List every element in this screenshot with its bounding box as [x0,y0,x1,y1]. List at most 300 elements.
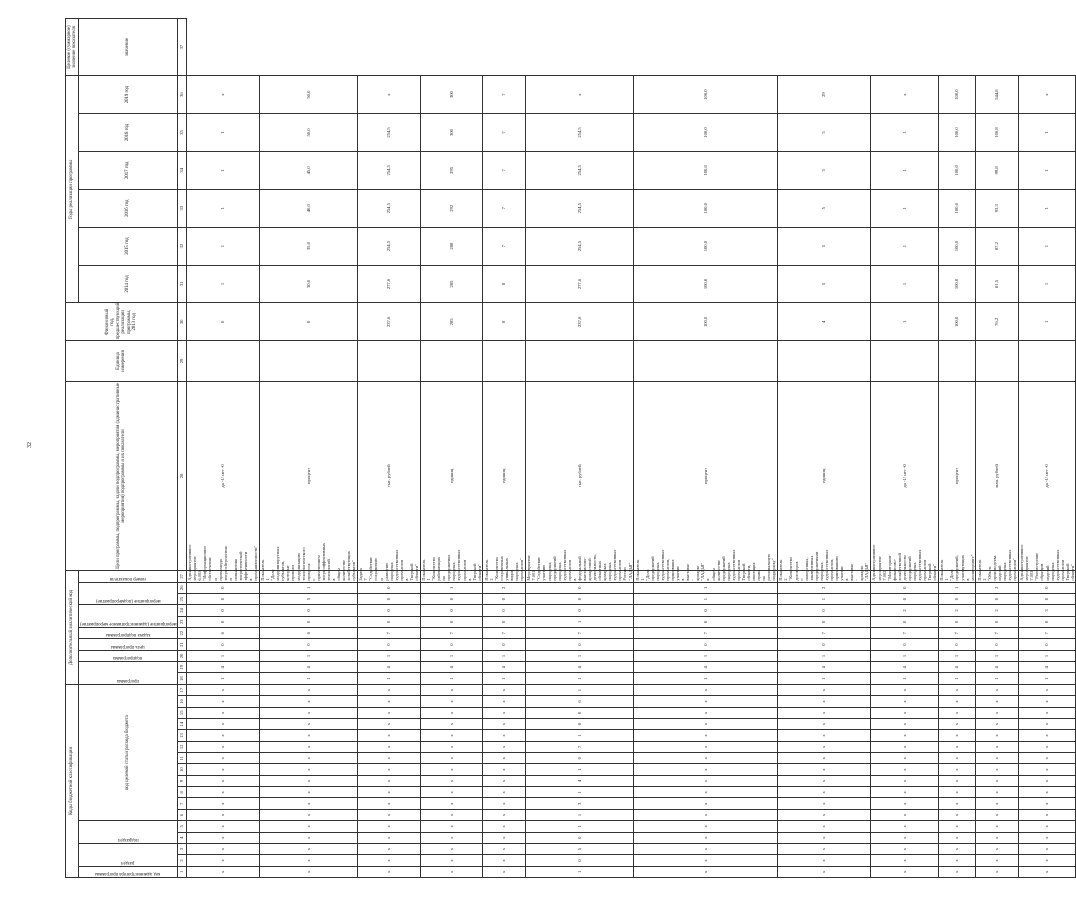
year-value-cell: 5 [777,265,870,303]
target-value-cell: 100,0 [634,76,778,114]
column-number: 36 [177,76,186,114]
fin-year-cell [483,341,526,381]
code-cell: 0 [634,605,778,616]
code-cell: х [259,821,357,832]
header-target-article: код целевой статьи расхода бюджета [79,684,178,820]
code-cell: 1 [777,673,870,684]
year-value-cell: 7 [483,227,526,265]
code-cell: х [634,843,778,854]
code-cell: х [259,764,357,775]
year-value-cell: 100,0 [938,265,975,303]
code-cell: х [1018,684,1076,695]
row-name: Мероприятие 7.001 "Содействие участию народных предприятий народных художественных промыслов в федеральной выставочно-ярмарочной деятельности, областных ярмарках народных художественных промыслов России "ЛАДЬЯ" [526,549,633,581]
code-cell: х [870,843,938,854]
code-cell: х [976,798,1019,809]
row-name: Административное мероприятие 7.002 "Мониторинг финансово-хозяйственной деятельности предприятий народных художественных промыслов Тверской области" [871,544,938,581]
code-cell: х [1018,741,1076,752]
year-value-cell: 1 [1018,189,1076,227]
code-cell: х [186,741,259,752]
code-cell: 1 [483,650,526,661]
code-cell: х [357,866,420,877]
year-value-cell: 1 [186,227,259,265]
code-cell: 1 [1018,673,1076,684]
code-cell: 0 [525,855,633,866]
code-cell: х [938,866,975,877]
program-indicators-table [65,18,1076,878]
code-cell: х [186,787,259,798]
code-cell: х [1018,809,1076,820]
column-number: 2 [177,855,186,866]
column-number: 3 [177,843,186,854]
header-extra-task2: задача подпрограммы [79,628,178,639]
column-number: 6 [177,809,186,820]
code-cell: х [634,684,778,695]
column-number: 23 [177,616,186,627]
year-value-cell: 237,6 [357,303,420,341]
year-value-cell: 254,5 [525,189,633,227]
code-cell: х [777,866,870,877]
code-cell: х [777,730,870,741]
code-cell: 0 [870,593,938,604]
code-cell: 0 [525,639,633,650]
code-cell: х [870,730,938,741]
unit-cell: тыс. рублей [525,381,633,570]
code-cell: 1 [420,673,483,684]
code-cell: х [483,843,526,854]
year-value-cell: 5 [777,189,870,227]
year-value-cell: 35,0 [259,227,357,265]
code-cell: х [1018,730,1076,741]
code-cell: х [976,730,1019,741]
code-cell: х [976,764,1019,775]
code-cell: х [634,798,778,809]
code-cell: 7 [938,628,975,639]
year-value-cell: 93,3 [976,189,1019,227]
header-target-value: значение [79,19,178,76]
year-value-cell: 277,6 [357,265,420,303]
unit-cell: единиц [420,381,483,570]
code-cell: х [186,730,259,741]
code-cell: 0 [357,593,420,604]
code-cell: 0 [186,605,259,616]
code-cell: х [777,741,870,752]
target-value-cell: 29 [777,76,870,114]
code-cell: х [357,775,420,786]
year-value-cell: 254,5 [357,151,420,189]
header-extra-measure: мероприятие (административное мероприятие) [79,605,178,628]
code-cell: х [777,798,870,809]
code-cell: 1 [186,673,259,684]
code-cell: 1 [870,673,938,684]
code-cell: х [186,809,259,820]
code-cell: 4 [525,775,633,786]
code-cell: х [870,821,938,832]
code-cell: 1 [525,809,633,820]
code-cell: х [259,730,357,741]
code-cell: х [976,718,1019,729]
code-cell: х [938,843,975,854]
code-cell: х [420,730,483,741]
code-cell: х [777,832,870,843]
code-cell: х [938,775,975,786]
year-value-cell: 100,0 [938,114,975,152]
column-number: 13 [177,730,186,741]
code-cell: 1 [634,650,778,661]
row-name: Показатель 1 "Доля предприятий, участвующих в мониторинге" [939,554,975,581]
year-value-cell: 5 [777,114,870,152]
code-cell: х [483,787,526,798]
code-cell: х [357,809,420,820]
code-cell: 1 [357,650,420,661]
code-cell: 0 [186,616,259,627]
code-cell: х [483,684,526,695]
code-cell: х [357,753,420,764]
code-cell: х [976,821,1019,832]
code-cell: 0 [525,593,633,604]
code-cell: 1 [525,730,633,741]
code-cell: 4 [777,662,870,673]
code-cell: х [357,707,420,718]
code-cell: х [483,798,526,809]
code-cell: х [976,684,1019,695]
budget-table-sheet [65,18,1075,878]
code-cell: 0 [634,616,778,627]
code-cell: х [483,730,526,741]
fin-year-cell [1018,341,1076,381]
header-2015: 2015 год [79,227,178,265]
code-cell: х [259,798,357,809]
header-section: раздел [79,843,178,866]
code-cell: 4 [634,662,778,673]
code-cell: 5 [259,593,357,604]
code-cell: х [420,832,483,843]
code-cell: 1 [976,650,1019,661]
code-cell: х [976,787,1019,798]
code-cell: 0 [777,639,870,650]
code-cell: х [483,775,526,786]
code-cell: х [976,866,1019,877]
code-cell: х [186,696,259,707]
header-2016: 2016 год [79,189,178,227]
code-cell: х [186,707,259,718]
column-number: 18 [177,673,186,684]
code-cell: 7 [357,628,420,639]
year-value-cell: 4 [777,303,870,341]
code-cell: х [870,832,938,843]
code-cell: х [186,753,259,764]
column-number: 12 [177,741,186,752]
year-value-cell: 99,8 [976,151,1019,189]
code-cell: х [1018,843,1076,854]
year-value-cell: 1 [186,189,259,227]
column-number: 1 [177,866,186,877]
fin-year-cell [357,341,420,381]
code-cell: х [976,843,1019,854]
code-cell: 0 [259,616,357,627]
code-cell: х [259,843,357,854]
code-cell: х [357,684,420,695]
code-cell: х [777,821,870,832]
code-cell: х [938,787,975,798]
code-cell: х [777,707,870,718]
year-value-cell: 254,5 [525,151,633,189]
year-value-cell: 8 [483,303,526,341]
code-cell: х [870,684,938,695]
code-cell: х [259,832,357,843]
code-cell: х [186,684,259,695]
column-number: 21 [177,639,186,650]
code-cell: 1 [1018,650,1076,661]
code-cell: х [634,718,778,729]
code-cell: 4 [870,662,938,673]
target-value-cell: 300 [420,76,483,114]
year-value-cell: 30,0 [259,265,357,303]
code-cell: х [420,696,483,707]
code-cell: х [634,787,778,798]
year-value-cell: 288 [420,227,483,265]
code-cell: х [938,764,975,775]
header-extra-subprogram: подпрограмма [79,650,178,661]
code-cell: х [634,775,778,786]
table-row [976,19,1019,878]
year-value-cell: 1 [1018,151,1076,189]
column-number: 26 [177,582,186,593]
code-cell: 0 [259,639,357,650]
code-cell: 4 [525,662,633,673]
code-cell: 0 [1018,616,1076,627]
column-number: 37 [177,19,186,76]
code-cell: х [938,855,975,866]
code-cell: х [634,707,778,718]
year-value-cell: 292 [420,189,483,227]
year-value-cell: 100,0 [634,303,778,341]
code-cell: х [186,821,259,832]
year-value-cell: 100,0 [938,189,975,227]
code-cell: 1 [357,673,420,684]
fin-year-cell [525,341,633,381]
year-value-cell: 1 [870,114,938,152]
code-cell: 1 [420,650,483,661]
fin-year-cell [420,341,483,381]
column-number: 30 [177,303,186,341]
year-value-cell: 1 [870,265,938,303]
code-cell: 1 [525,673,633,684]
code-cell: х [186,775,259,786]
code-cell: 7 [777,628,870,639]
code-cell: 0 [976,616,1019,627]
code-cell: 7 [525,628,633,639]
target-value-cell: 50,0 [259,76,357,114]
code-cell: 1 [525,616,633,627]
year-value-cell: 1 [870,303,938,341]
code-cell: х [634,730,778,741]
header-2019: 2019 год [79,76,178,114]
code-cell: х [938,684,975,695]
row-name: Административное мероприятие 7.003 "Рассмотрение образцов изделий народных художественных промыслов Тверской области" [1019,544,1075,581]
code-cell: х [357,821,420,832]
code-cell: х [186,866,259,877]
code-cell: х [259,696,357,707]
code-cell: х [420,753,483,764]
code-cell: х [938,696,975,707]
header-extra-indicator: номер показателя [79,571,178,582]
code-cell: 1 [525,650,633,661]
code-cell: 2 [976,605,1019,616]
unit-cell: единиц [777,381,870,570]
year-value-cell: 5 [777,227,870,265]
table-row [938,19,975,878]
code-cell: х [483,809,526,820]
code-cell: х [483,832,526,843]
code-cell: 0 [1018,582,1076,593]
code-cell: х [976,696,1019,707]
year-value-cell: 81,5 [976,265,1019,303]
code-cell: 1 [938,673,975,684]
table-row [483,19,526,878]
code-cell: 5 [525,843,633,854]
column-number: 9 [177,775,186,786]
code-cell: 0 [870,639,938,650]
code-cell: х [634,753,778,764]
code-cell: х [938,707,975,718]
year-value-cell: 237,6 [525,303,633,341]
fin-year-cell [870,341,938,381]
code-cell: х [259,753,357,764]
code-cell: х [420,809,483,820]
year-value-cell: 285 [420,265,483,303]
code-cell: х [1018,832,1076,843]
code-cell: х [870,718,938,729]
code-cell: х [420,843,483,854]
year-value-cell: 0 [259,303,357,341]
column-number: 33 [177,189,186,227]
code-cell: х [420,718,483,729]
code-cell: 7 [870,628,938,639]
code-cell: 1 [938,650,975,661]
code-cell: 2 [870,605,938,616]
code-cell: 1 [483,673,526,684]
fin-year-cell [976,341,1019,381]
column-number: 34 [177,151,186,189]
code-cell: х [420,855,483,866]
code-cell: х [483,718,526,729]
code-cell: 1 [938,582,975,593]
column-number: 17 [177,684,186,695]
code-cell: 0 [357,605,420,616]
code-cell: х [420,741,483,752]
table-row [186,19,259,878]
code-cell: х [1018,855,1076,866]
table-body [177,19,1076,878]
fin-year-cell [938,341,975,381]
year-value-cell: 0 [186,303,259,341]
row-name: Показатель 2 "Количество сохраненных уникальных видов народных промыслов" [483,556,525,581]
code-cell: 0 [870,616,938,627]
code-cell: х [938,741,975,752]
code-cell: х [483,741,526,752]
column-number: 22 [177,628,186,639]
code-cell: 0 [1018,593,1076,604]
code-cell: 0 [938,593,975,604]
code-cell: х [777,696,870,707]
row-name: Административное мероприятие 6.005 "Информационное обеспечение и пропаганда энергосбережения и повышения энергетической эффективности в промышленности" [187,544,258,581]
code-cell: 7 [525,741,633,752]
year-value-cell: 254,5 [357,189,420,227]
year-value-cell: 254,5 [525,227,633,265]
code-cell: х [634,855,778,866]
year-value-cell: 7 [483,151,526,189]
target-value-cell: х [186,76,259,114]
code-cell: х [938,832,975,843]
code-cell: х [259,787,357,798]
code-cell: х [1018,753,1076,764]
code-cell: х [938,730,975,741]
code-cell: 0 [420,605,483,616]
code-cell: х [1018,787,1076,798]
year-value-cell: 1 [1018,114,1076,152]
code-cell: х [976,707,1019,718]
code-cell: х [186,843,259,854]
year-value-cell: 100,0 [634,265,778,303]
code-cell: 0 [1018,639,1076,650]
code-cell: 1 [525,866,633,877]
code-cell: 1 [525,684,633,695]
code-cell: 0 [938,639,975,650]
code-cell: х [1018,775,1076,786]
column-number: 15 [177,707,186,718]
code-cell: х [634,821,778,832]
fin-year-cell [186,341,259,381]
year-value-cell: 40,0 [259,189,357,227]
year-value-cell: 87,2 [976,227,1019,265]
year-value-cell: 100,0 [938,303,975,341]
header-fin-year: Финансовый год, предшествующий реализации программы, 2013 год [66,303,178,341]
code-cell: х [357,832,420,843]
code-cell: 2 [938,605,975,616]
code-cell: 0 [483,593,526,604]
code-cell: х [777,809,870,820]
code-cell: х [1018,798,1076,809]
table-row [525,19,633,878]
code-cell: х [634,696,778,707]
year-value-cell: 277,6 [525,265,633,303]
code-cell: 0 [420,593,483,604]
code-cell: х [357,718,420,729]
column-number: 5 [177,821,186,832]
year-value-cell: 100,0 [634,114,778,152]
year-value-cell: 1 [1018,227,1076,265]
year-value-cell: 7 [483,189,526,227]
table-row [259,19,357,878]
code-cell: х [1018,696,1076,707]
header-years: Годы реализации программы [66,76,79,303]
column-number: 7 [177,798,186,809]
column-number: 29 [177,341,186,381]
code-cell: 0 [357,582,420,593]
column-number: 10 [177,764,186,775]
fin-year-cell [259,341,357,381]
code-cell: х [186,798,259,809]
code-cell: 1 [259,673,357,684]
year-value-cell: 106,8 [976,114,1019,152]
code-cell: х [259,866,357,877]
code-cell: 0 [525,718,633,729]
code-cell: х [1018,866,1076,877]
code-cell: х [870,753,938,764]
code-cell: 4 [483,662,526,673]
code-cell: х [777,684,870,695]
year-value-cell: 254,5 [357,227,420,265]
